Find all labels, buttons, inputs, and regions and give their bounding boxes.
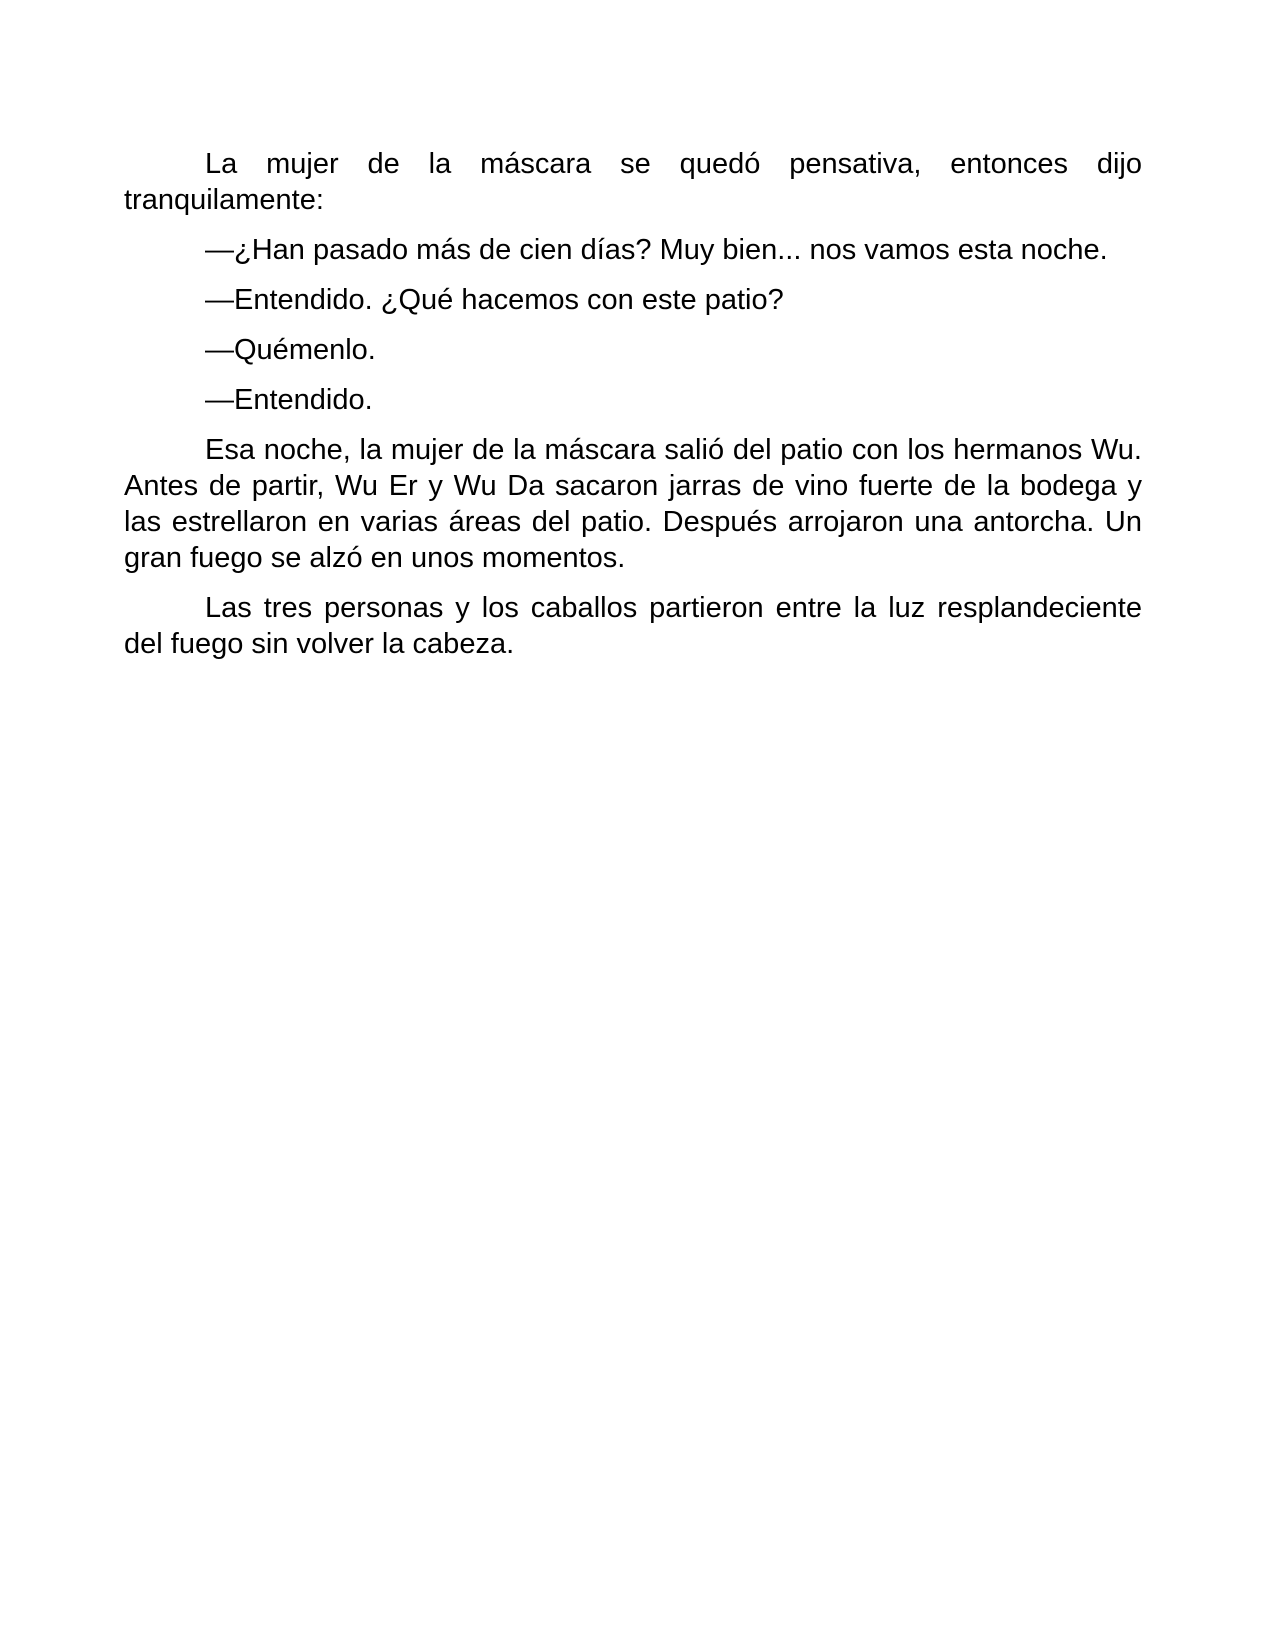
body-text <box>124 146 1142 676</box>
paragraph: —Quémenlo. <box>205 334 376 366</box>
paragraph: —Entendido. <box>205 384 373 416</box>
paragraph: Esa noche, la mujer de la máscara salió del patio con los hermanos Wu. Antes de partir, Wu Er y Wu Da sacaron jarras de vino fuerte de la bodega y las estrellaron en varias áreas del patio. Después arrojaron una antorcha. Un gran fuego se alzó en unos momentos. <box>124 434 1142 574</box>
paragraph: Las tres personas y los caballos partieron entre la luz resplandeciente del fuego sin volver la cabeza. <box>124 592 1142 660</box>
paragraph: La mujer de la máscara se quedó pensativa, entonces dijo tranquilamente: <box>124 148 1142 216</box>
paragraph: —Entendido. ¿Qué hacemos con este patio? <box>205 284 784 316</box>
paragraph: —¿Han pasado más de cien días? Muy bien... nos vamos esta noche. <box>205 234 1108 266</box>
